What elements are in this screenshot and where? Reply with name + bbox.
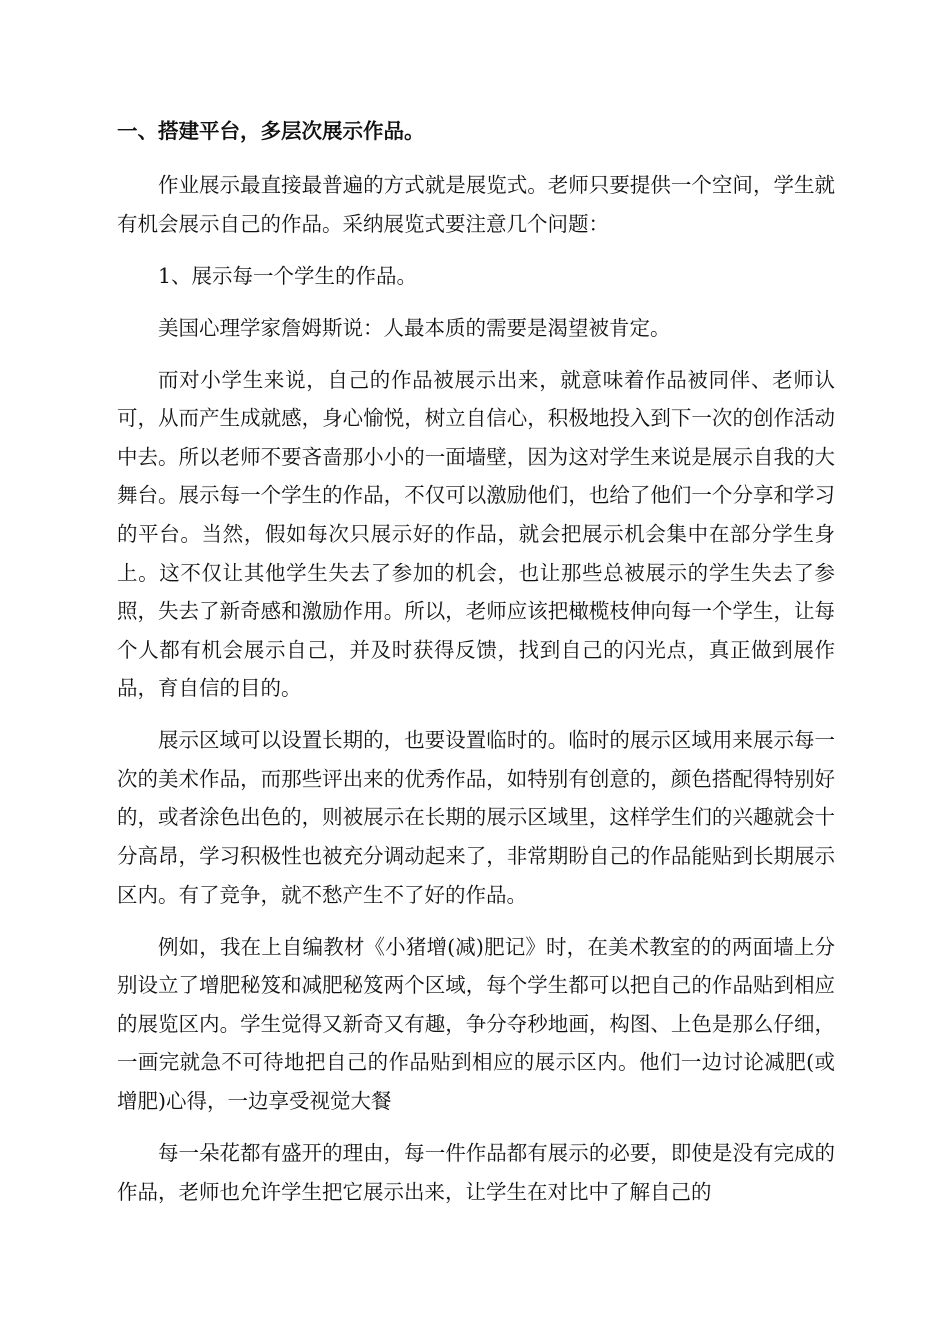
paragraph-student-recognition: 而对小学生来说，自己的作品被展示出来，就意味着作品被同伴、老师认可，从而产生成就感，身心愉悦，树立自信心，积极地投入到下一次的创作活动中去。所以老师不要吝啬那小小的一面墙壁，因为这对学生来说是展示自我的大舞台。展示每一个学生的作品，不仅可以激励他们，也给了他们一个分享和学习的平台。当然，假如每次只展示好的作品，就会把展示机会集中在部分学生身上。这不仅让其他学生失去了参加的机会，也让那些总被展示的学生失去了参照，失去了新奇感和激励作用。所以，老师应该把橄榄枝伸向每一个学生，让每个人都有机会展示自己，并及时获得反馈，找到自己的闪光点，真正做到展作品，育自信的目的。 [117, 367, 835, 701]
paragraph-james-quote: 美国心理学家詹姆斯说：人最本质的需要是渴望被肯定。 [158, 315, 671, 340]
paragraph-every-flower: 每一朵花都有盛开的理由，每一件作品都有展示的必要，即使是没有完成的作品，老师也允许学生把它展示出来，让学生在对比中了解自己的 [117, 1141, 835, 1204]
paragraph-point-1: 1、展示每一个学生的作品。 [158, 263, 418, 288]
document-body [117, 112, 835, 1225]
paragraph-exhibition-intro: 作业展示最直接最普遍的方式就是展览式。老师只要提供一个空间，学生就有机会展示自己的作品。采纳展览式要注意几个问题： [117, 173, 835, 236]
paragraph-example: 例如，我在上自编教材《小猪增(减)肥记》时，在美术教室的的两面墙上分别设立了增肥秘笈和减肥秘笈两个区域，每个学生都可以把自己的作品贴到相应的展览区内。学生觉得又新奇又有趣，争分夺秒地画，构图、上色是那么仔细，一画完就急不可待地把自己的作品贴到相应的展示区内。他们一边讨论减肥(或增肥)心得，一边享受视觉大餐 [117, 934, 835, 1114]
section-heading: 一、搭建平台，多层次展示作品。 [117, 119, 425, 143]
paragraph-display-areas: 展示区域可以设置长期的，也要设置临时的。临时的展示区域用来展示每一次的美术作品，而那些评出来的优秀作品，如特别有创意的，颜色搭配得特别好的，或者涂色出色的，则被展示在长期的展示区域里，这样学生们的兴趣就会十分高昂，学习积极性也被充分调动起来了，非常期盼自己的作品能贴到长期展示区内。有了竞争，就不愁产生不了好的作品。 [117, 728, 835, 907]
